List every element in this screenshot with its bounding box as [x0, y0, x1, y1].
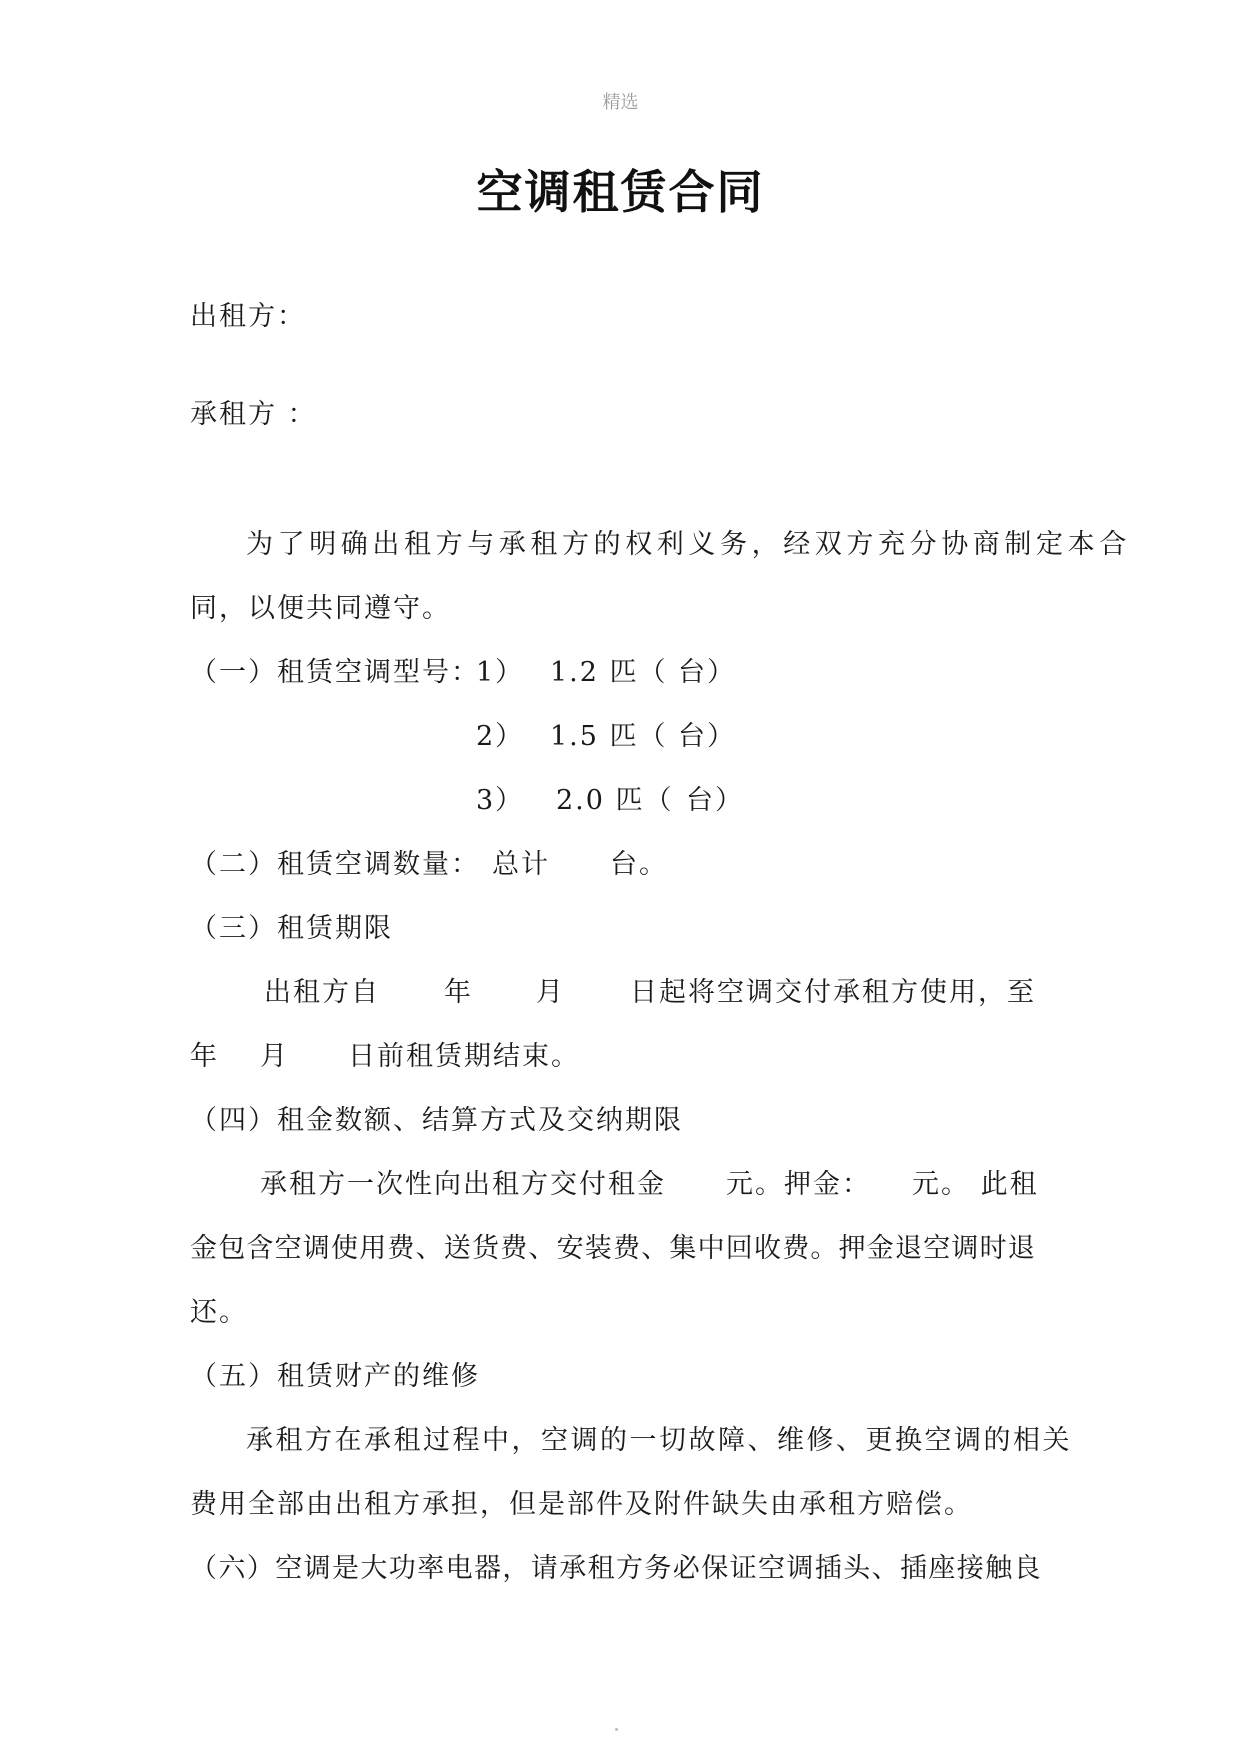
section3-line1-b: 年: [444, 977, 473, 1008]
section4-line3: 还。: [190, 1297, 248, 1328]
section3-line2-b: 月: [260, 1041, 289, 1072]
footer-dot: [615, 1728, 618, 1731]
section3-heading: （三）租赁期限: [190, 913, 393, 944]
section5-line1: 承租方在承租过程中，空调的一切故障、维修、更换空调的相关: [246, 1425, 1072, 1456]
header-mark: 精选: [602, 92, 639, 113]
model-spec-1: 1.2 匹（: [550, 657, 668, 688]
section3-line2-a: 年: [190, 1041, 219, 1072]
section2-total-label: 总计: [492, 849, 550, 880]
intro-line-1-text: 为了明确出租方与承租方的权利义务，经双方充分协商制定本合: [246, 529, 1131, 560]
model-index-1: 1）: [476, 657, 525, 688]
section5-line2: 费用全部由出租方承担，但是部件及附件缺失由承租方赔偿。: [190, 1489, 973, 1520]
model-spec-2: 1.5 匹（: [550, 721, 668, 752]
section5-heading: （五）租赁财产的维修: [190, 1361, 480, 1392]
section4-line1-a: 承租方一次性向出租方交付租金: [260, 1169, 666, 1200]
intro-line-2: 同，以便共同遵守。: [190, 593, 451, 624]
lessor-label: 出租方：: [190, 301, 306, 332]
model-unit-2: 台）: [678, 721, 736, 752]
section3-line2-c: 日前租赁期结束。: [348, 1041, 580, 1072]
model-index-2: 2）: [476, 721, 525, 752]
model-spec-3: 2.0 匹（: [556, 785, 674, 816]
section3-line1-d: 日起将空调交付承租方使用，至: [630, 977, 1036, 1008]
model-index-3: 3）: [476, 785, 525, 816]
model-unit-1: 台）: [678, 657, 736, 688]
section6-line1: （六）空调是大功率电器，请承租方务必保证空调插头、插座接触良: [190, 1553, 1042, 1584]
intro-line-1: [246, 528, 1131, 562]
section4-line2: 金包含空调使用费、送货费、安装费、集中回收费。押金退空调时退: [190, 1233, 1036, 1264]
model-unit-3: 台）: [686, 785, 744, 816]
document-title: 空调租赁合同: [476, 165, 765, 219]
lessee-label: 承租方 ：: [190, 399, 317, 430]
section2-unit: 台。: [610, 849, 668, 880]
section2-heading: （二）租赁空调数量：: [190, 849, 480, 880]
section4-heading: （四）租金数额、结算方式及交纳期限: [190, 1105, 683, 1136]
section4-line1-b: 元。押金：: [726, 1169, 871, 1200]
section3-line1-a: 出租方自: [264, 977, 380, 1008]
section3-line1-c: 月: [536, 977, 565, 1008]
section1-heading: （一）租赁空调型号：: [190, 657, 480, 688]
section4-line1-c: 元。 此租: [912, 1169, 1039, 1200]
